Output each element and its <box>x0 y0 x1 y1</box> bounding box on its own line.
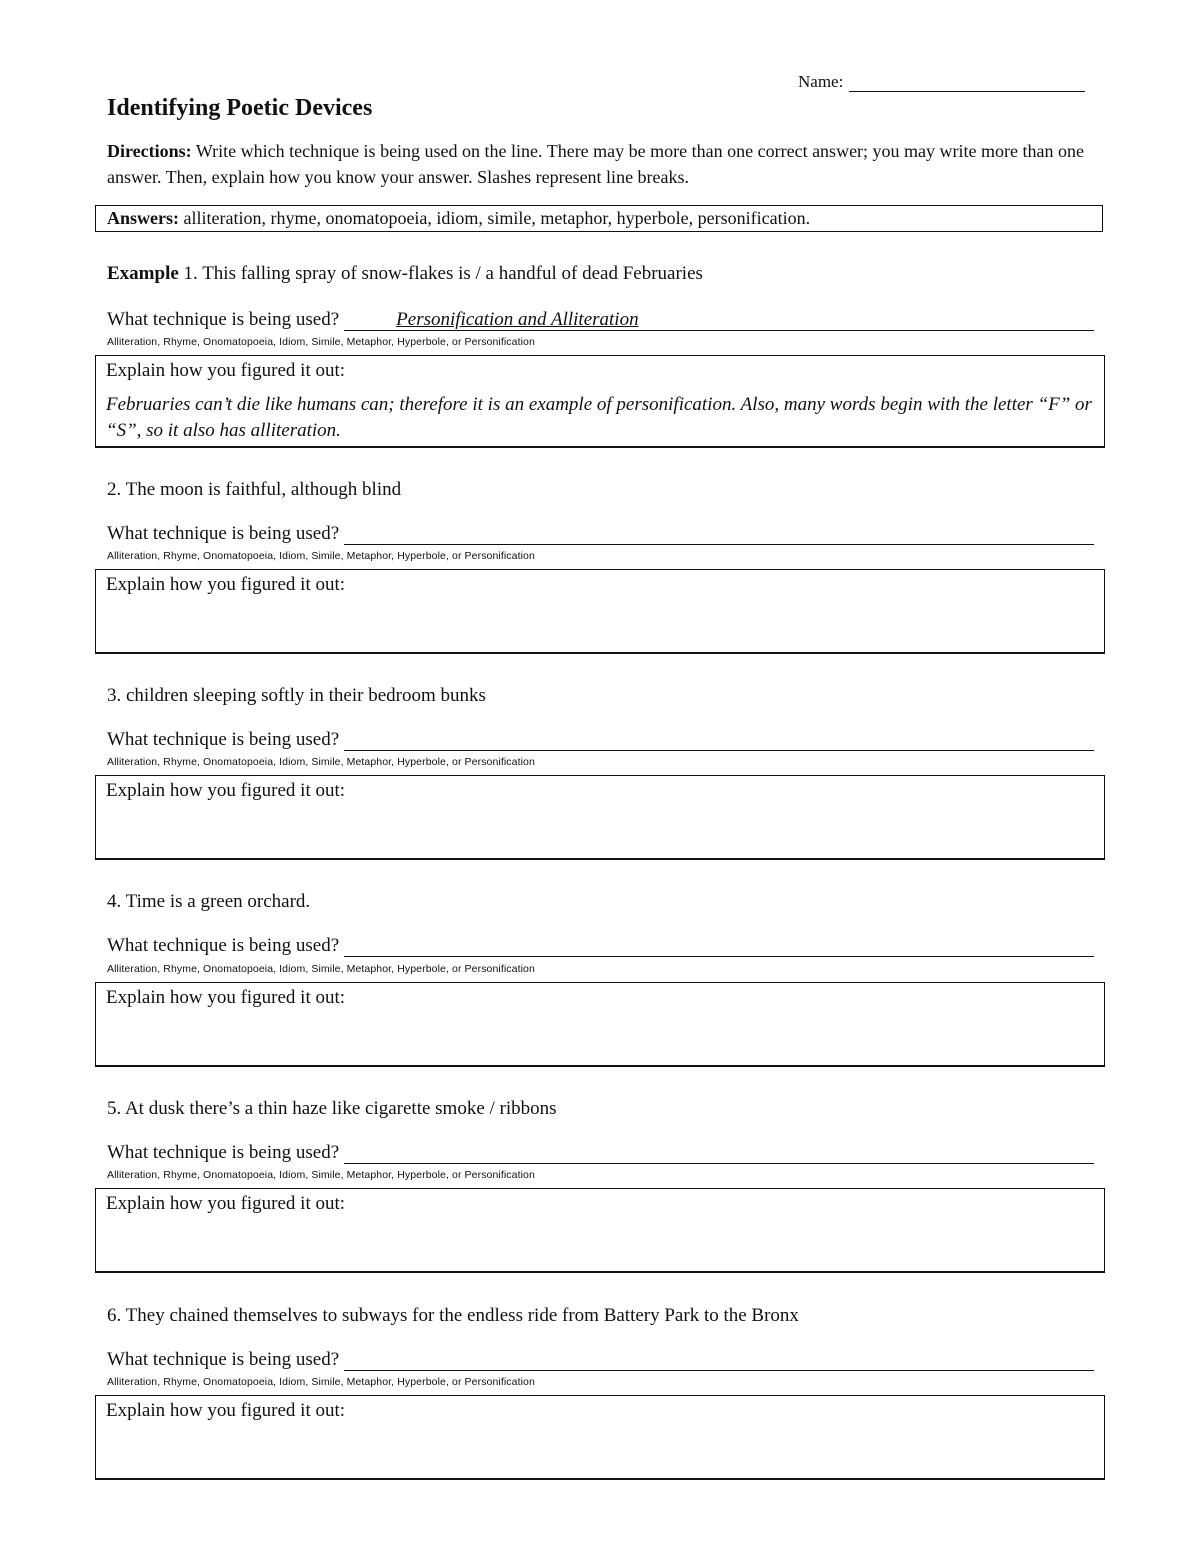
example-explanation: Februaries can’t die like humans can; therefore it is an example of personification. Also, many words begin with the letter “F” or “S”, so it also has alliteration. <box>106 394 1092 441</box>
technique-row <box>107 523 1094 545</box>
directions-text: Write which technique is being used on the line. There may be more than one correct answer; you may write more than one answer. Then, explain how you know your answer. Slashes represent line breaks. <box>107 141 1084 187</box>
technique-row <box>107 729 1094 751</box>
technique-question: What technique is being used? <box>107 1349 340 1370</box>
answers-box <box>95 205 1103 232</box>
explain-box[interactable] <box>95 775 1105 860</box>
question-prompt: 3. children sleeping softly in their bedroom bunks <box>107 685 486 706</box>
options-hint: Alliteration, Rhyme, Onomatopoeia, Idiom, Simile, Metaphor, Hyperbole, or Personification <box>107 963 535 975</box>
answer-line[interactable] <box>344 732 1094 751</box>
example-technique-row <box>107 309 1094 331</box>
explain-box[interactable] <box>95 1395 1105 1480</box>
example-prompt <box>107 263 703 285</box>
explain-label: Explain how you figured it out: <box>106 574 346 595</box>
question-prompt: 6. They chained themselves to subways for the endless ride from Battery Park to the Bronx <box>107 1305 799 1326</box>
example-answer: Personification and Alliteration <box>396 309 639 330</box>
technique-question: What technique is being used? <box>107 523 340 544</box>
answer-line[interactable] <box>344 1145 1094 1164</box>
directions-label: Directions: <box>107 141 192 161</box>
technique-question: What technique is being used? <box>107 935 340 956</box>
technique-row <box>107 1142 1094 1164</box>
technique-row <box>107 1349 1094 1371</box>
example-label: Example <box>107 263 179 284</box>
example-text: 1. This falling spray of snow-flakes is / a handful of dead Februaries <box>183 263 703 284</box>
name-label: Name: <box>798 72 844 91</box>
question-prompt: 2. The moon is faithful, although blind <box>107 479 402 500</box>
technique-row <box>107 935 1094 957</box>
answer-line[interactable] <box>344 1352 1094 1371</box>
directions <box>107 138 1087 190</box>
options-hint: Alliteration, Rhyme, Onomatopoeia, Idiom, Simile, Metaphor, Hyperbole, or Personification <box>107 756 535 768</box>
options-hint: Alliteration, Rhyme, Onomatopoeia, Idiom, Simile, Metaphor, Hyperbole, or Personification <box>107 550 535 562</box>
explain-box[interactable] <box>95 1188 1105 1273</box>
page-title: Identifying Poetic Devices <box>107 95 373 121</box>
explain-label: Explain how you figured it out: <box>106 360 346 381</box>
explain-label: Explain how you figured it out: <box>106 1400 346 1421</box>
technique-question: What technique is being used? <box>107 1142 340 1163</box>
answer-line[interactable] <box>344 526 1094 545</box>
explain-label: Explain how you figured it out: <box>106 780 346 801</box>
options-hint: Alliteration, Rhyme, Onomatopoeia, Idiom, Simile, Metaphor, Hyperbole, or Personification <box>107 1169 535 1181</box>
name-blank[interactable] <box>849 74 1085 92</box>
answers-label: Answers: <box>107 208 179 228</box>
explain-label: Explain how you figured it out: <box>106 1193 346 1214</box>
question-prompt: 4. Time is a green orchard. <box>107 891 311 912</box>
technique-question: What technique is being used? <box>107 729 340 750</box>
example-explain-box[interactable] <box>95 355 1105 448</box>
question-prompt: 5. At dusk there’s a thin haze like cigarette smoke / ribbons <box>107 1098 557 1119</box>
explain-box[interactable] <box>95 569 1105 654</box>
example-answer-line[interactable] <box>344 309 1094 331</box>
options-hint: Alliteration, Rhyme, Onomatopoeia, Idiom, Simile, Metaphor, Hyperbole, or Personification <box>107 336 535 348</box>
options-hint: Alliteration, Rhyme, Onomatopoeia, Idiom, Simile, Metaphor, Hyperbole, or Personification <box>107 1376 535 1388</box>
name-field[interactable] <box>798 72 1085 92</box>
answers-text: alliteration, rhyme, onomatopoeia, idiom, simile, metaphor, hyperbole, personification. <box>183 208 811 228</box>
technique-question: What technique is being used? <box>107 309 340 330</box>
explain-label: Explain how you figured it out: <box>106 987 346 1008</box>
explain-box[interactable] <box>95 982 1105 1067</box>
answer-line[interactable] <box>344 938 1094 957</box>
